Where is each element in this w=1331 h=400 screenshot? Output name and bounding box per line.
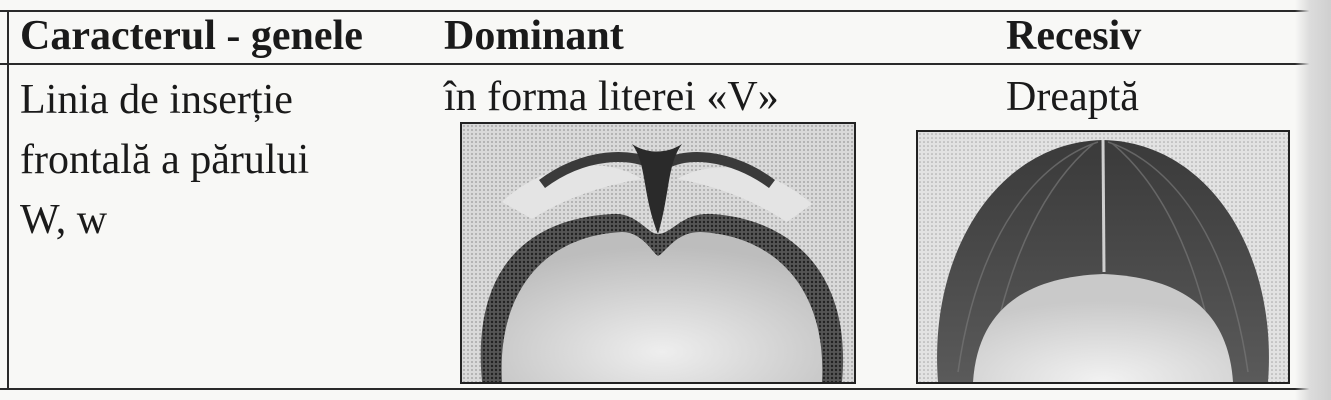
trait-description bbox=[20, 70, 309, 250]
header-dominant: Dominant bbox=[444, 13, 624, 59]
trait-line-1: Linia de inserție bbox=[20, 77, 293, 123]
table-bottom-border bbox=[0, 388, 1331, 390]
header-recessive: Recesiv bbox=[1006, 13, 1142, 59]
trait-line-3: W, w bbox=[20, 197, 108, 243]
header-trait: Caracterul - genele bbox=[20, 13, 363, 59]
trait-line-2: frontală a părului bbox=[20, 137, 310, 183]
recessive-label: Dreaptă bbox=[1006, 74, 1139, 120]
straight-hairline-photo bbox=[916, 130, 1290, 384]
widows-peak-photo bbox=[460, 122, 856, 384]
dominant-label: în forma literei «V» bbox=[444, 74, 779, 120]
scanned-page-edge bbox=[1295, 0, 1331, 400]
table-left-border bbox=[7, 10, 9, 390]
